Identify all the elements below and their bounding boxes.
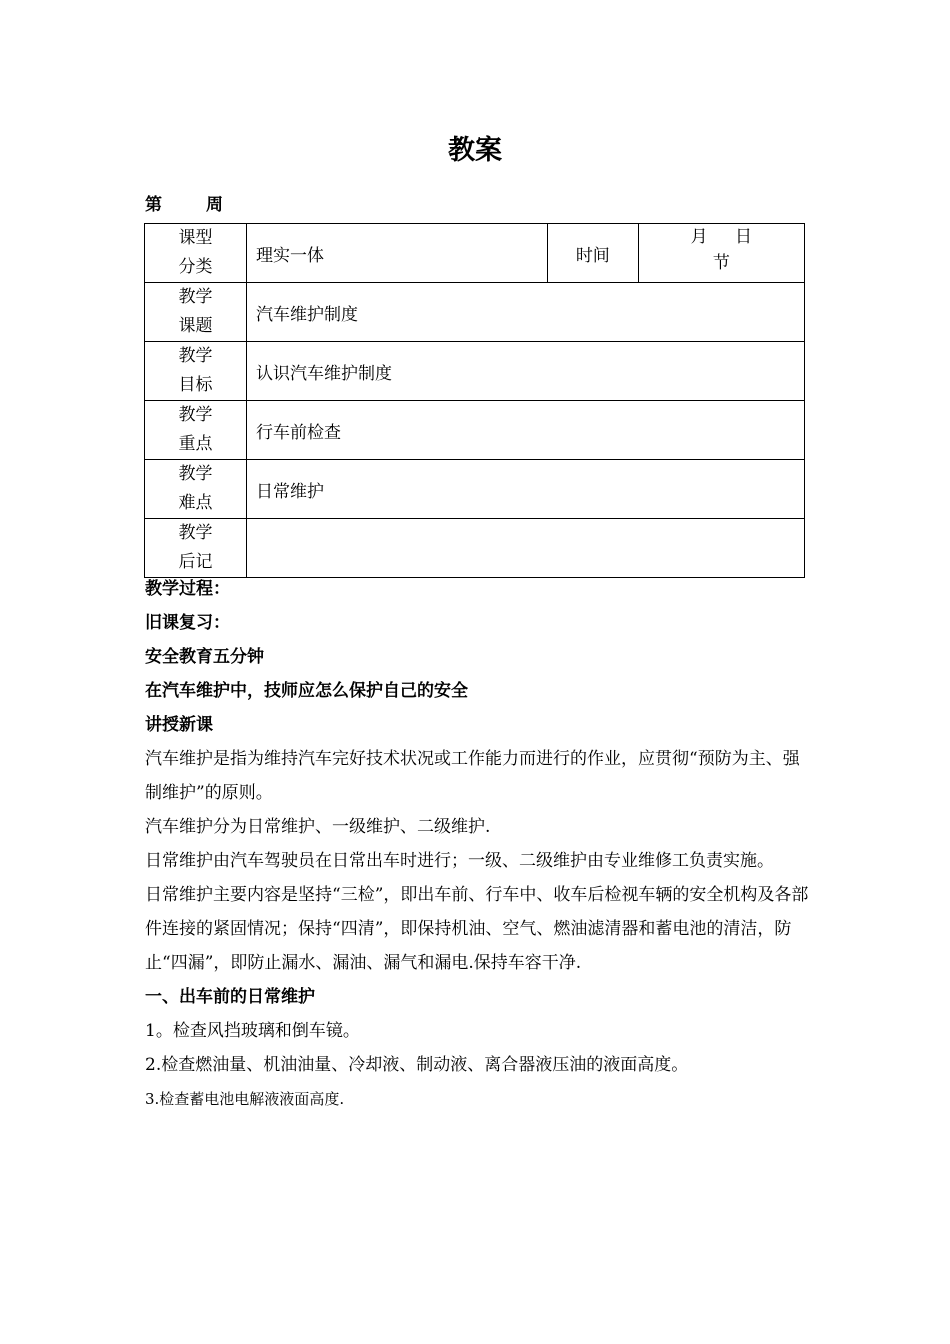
paragraph: 日常维护主要内容是坚持“三检”，即出车前、行车中、收车后检视车辆的安全机构及各部件连接的紧固情况；保持“四清”，即保持机油、空气、燃油滤清器和蓄电池的清洁，防止“四漏”，即防止漏水、漏油、漏气和漏电.保持车容干净. bbox=[145, 885, 809, 973]
week-prefix: 第 bbox=[145, 195, 162, 215]
new-lesson-heading: 讲授新课 bbox=[145, 715, 213, 735]
course-type-label: 课型 分类 bbox=[145, 224, 247, 283]
lesson-plan-table bbox=[144, 223, 805, 578]
table-row bbox=[145, 519, 805, 578]
postscript-label: 教学 后记 bbox=[145, 519, 247, 578]
topic-label: 教学 课题 bbox=[145, 283, 247, 342]
section-heading: 一、出车前的日常维护 bbox=[145, 987, 315, 1007]
date-section: 节 bbox=[712, 253, 730, 273]
table-row bbox=[145, 401, 805, 460]
week-label bbox=[145, 190, 223, 215]
safety-question: 在汽车维护中，技师应怎么保护自己的安全 bbox=[145, 681, 468, 701]
safety-heading: 安全教育五分钟 bbox=[145, 647, 264, 667]
time-label: 时间 bbox=[547, 224, 638, 283]
table-row bbox=[145, 283, 805, 342]
list-item: 3.检查蓄电池电解液液面高度. bbox=[145, 1090, 345, 1108]
paragraph: 汽车维护分为日常维护、一级维护、二级维护. bbox=[145, 817, 491, 837]
table-row bbox=[145, 224, 805, 283]
table-row bbox=[145, 342, 805, 401]
list-item: 1。检查风挡玻璃和倒车镜。 bbox=[145, 1021, 360, 1041]
difficulty-value: 日常维护 bbox=[247, 460, 805, 519]
topic-value: 汽车维护制度 bbox=[247, 283, 805, 342]
goal-label: 教学 目标 bbox=[145, 342, 247, 401]
list-item: 2.检查燃油量、机油油量、冷却液、制动液、离合器液压油的液面高度。 bbox=[145, 1055, 689, 1075]
paragraph: 日常维护由汽车驾驶员在日常出车时进行；一级、二级维护由专业维修工负责实施。 bbox=[145, 851, 774, 871]
lesson-content bbox=[145, 572, 809, 1116]
difficulty-label: 教学 难点 bbox=[145, 460, 247, 519]
week-suffix: 周 bbox=[206, 195, 223, 215]
goal-value: 认识汽车维护制度 bbox=[247, 342, 805, 401]
postscript-value bbox=[247, 519, 805, 578]
course-type-value: 理实一体 bbox=[247, 224, 548, 283]
date-month-day: 月 日 bbox=[690, 227, 753, 247]
review-heading: 旧课复习： bbox=[145, 613, 230, 633]
process-heading: 教学过程： bbox=[145, 579, 230, 599]
document-title: 教案 bbox=[448, 135, 502, 166]
paragraph: 汽车维护是指为维持汽车完好技术状况或工作能力而进行的作业，应贯彻“预防为主、强制维护”的原则。 bbox=[145, 749, 800, 803]
date-cell bbox=[638, 224, 804, 283]
key-point-value: 行车前检查 bbox=[247, 401, 805, 460]
table-row bbox=[145, 460, 805, 519]
key-point-label: 教学 重点 bbox=[145, 401, 247, 460]
